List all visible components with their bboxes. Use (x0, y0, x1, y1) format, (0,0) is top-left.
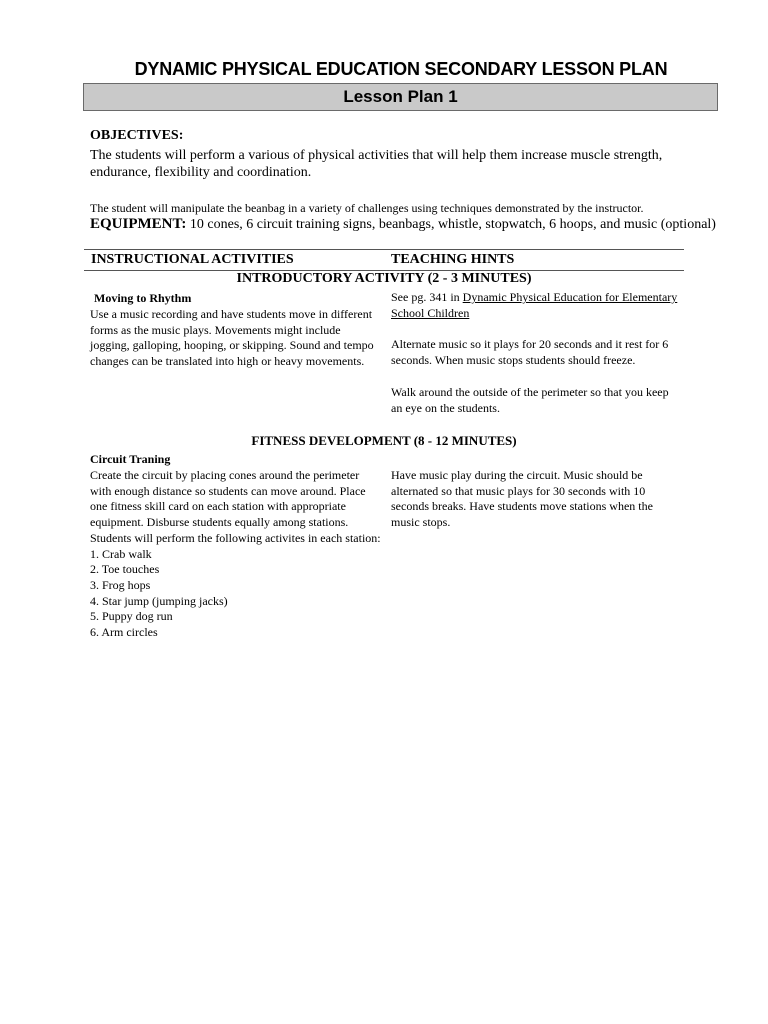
fitness-activity-text: Create the circuit by placing cones around the perimeter with enough distance so students can move around. Place one fitness skill card on each station with appropriate equipment. Disburse students equally among stations. Students will perform the following activites in each station: (90, 468, 381, 545)
intro-heading: INTRODUCTORY ACTIVITY (2 - 3 MINUTES) (236, 271, 532, 286)
list-item: 3. Frog hops (90, 577, 151, 592)
fitness-activity-title: Circuit Traning (90, 452, 171, 466)
intro-activity-title: Moving to Rhythm (94, 291, 192, 305)
fitness-activity-block (90, 468, 382, 641)
objectives-heading: OBJECTIVES: (90, 128, 184, 143)
list-item: 5. Puppy dog run (90, 609, 173, 624)
intro-hint-prefix: See pg. 341 in (391, 290, 463, 304)
column-header-instructional: INSTRUCTIONAL ACTIVITIES (91, 252, 294, 267)
fitness-station-list (90, 547, 382, 641)
list-item: 6. Arm circles (90, 625, 158, 640)
list-item: 4. Star jump (jumping jacks) (90, 593, 228, 608)
lesson-plan-banner: Lesson Plan 1 (83, 83, 718, 111)
page-title: DYNAMIC PHYSICAL EDUCATION SECONDARY LESSON PLAN (134, 59, 668, 79)
column-header-teaching-hints: TEACHING HINTS (391, 252, 515, 267)
header-top-rule (84, 249, 684, 250)
equipment-label: EQUIPMENT: (90, 216, 187, 232)
book-reference-link[interactable]: Dynamic Physical Education for Elementary School Children (391, 290, 678, 320)
equipment-line (90, 216, 716, 233)
list-item: 1. Crab walk (90, 546, 152, 561)
equipment-text: 10 cones, 6 circuit training signs, beanbags, whistle, stopwatch, 6 hoops, and music (optional) (186, 217, 716, 232)
objectives-secondary: The student will manipulate the beanbag in a variety of challenges using techniques demonstrated by the instructor. (90, 201, 644, 215)
objectives-text: The students will perform a various of physical activities that will help them increase muscle strength, endurance, flexibility and coordination. (90, 148, 663, 180)
intro-hint-reference (391, 290, 681, 321)
list-item: 2. Toe touches (90, 562, 160, 577)
intro-hint-timing: Alternate music so it plays for 20 seconds and it rest for 6 seconds. When music stops students should freeze. (391, 337, 669, 367)
fitness-heading: FITNESS DEVELOPMENT (8 - 12 MINUTES) (251, 433, 517, 448)
intro-hint-perimeter: Walk around the outside of the perimeter so that you keep an eye on the students. (391, 385, 669, 415)
intro-activity-text: Use a music recording and have students move in different forms as the music plays. Movements might include jogging, galloping, hooping, or skipping. Sound and tempo changes can be translated into high or heavy movements. (90, 307, 374, 369)
fitness-hint: Have music play during the circuit. Music should be alternated so that music plays for 30 seconds with 10 seconds breaks. Have students move stations when the music stops. (391, 468, 653, 530)
